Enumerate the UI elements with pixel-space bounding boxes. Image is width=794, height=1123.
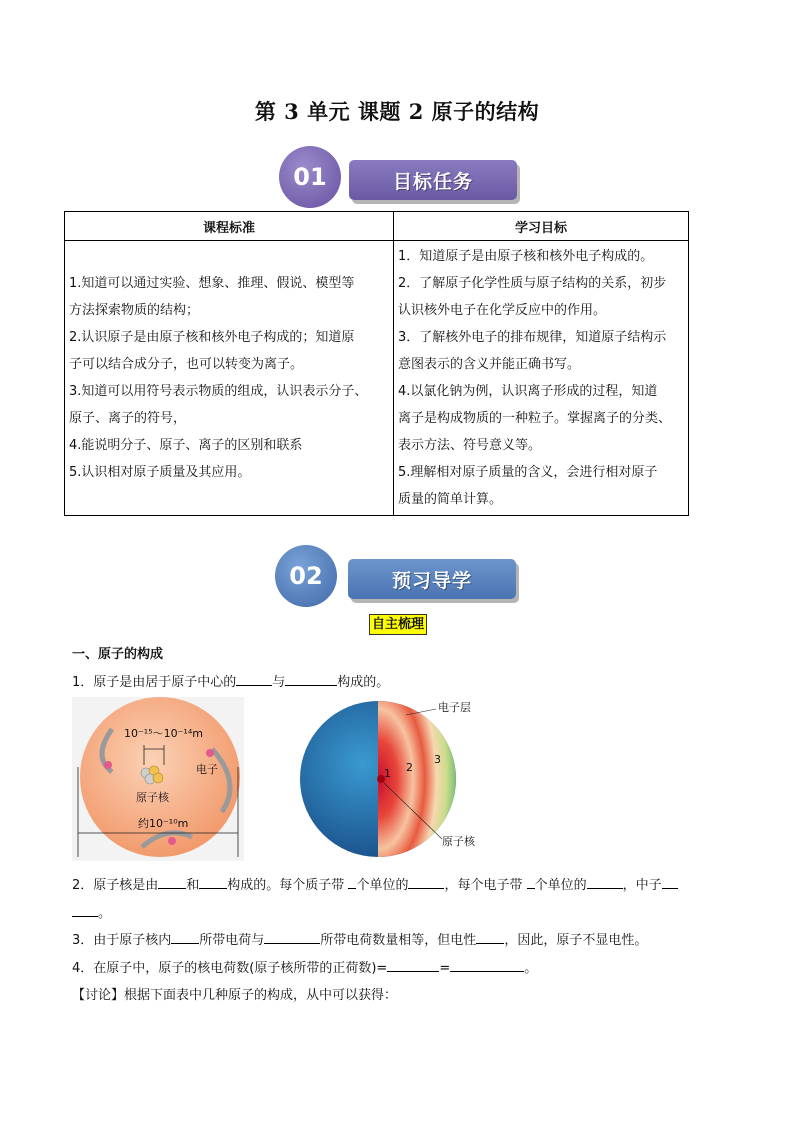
electron-layers-figure [296, 697, 486, 861]
goals-line: 1．知道原子是由原子核和核外电子构成的。 [398, 249, 654, 264]
standards-line: 1.知道可以通过实验、想象、推理、假说、模型等 [69, 276, 355, 291]
discussion-prompt: 【讨论】根据下面表中几种原子的构成，从中可以获得： [72, 988, 398, 1003]
answer-blank[interactable] [236, 673, 272, 686]
goals-line: 4.以氯化钠为例，认识离子形成的过程，知道 [398, 384, 658, 399]
section-banner-preview [275, 551, 525, 617]
standards-line: 4.能说明分子、原子、离子的区别和联系 [69, 438, 303, 453]
standards-cell [65, 241, 394, 516]
svg-text:3: 3 [434, 753, 441, 766]
nucleus-size-label: 10⁻¹⁵～10⁻¹⁴m [124, 727, 203, 740]
section-title-bar [348, 559, 516, 599]
answer-blank[interactable] [527, 876, 535, 889]
section-number-badge [275, 545, 337, 607]
answer-blank[interactable] [387, 959, 439, 972]
electron-dot [206, 749, 214, 757]
answer-blank[interactable] [72, 904, 98, 917]
goals-line: 认识核外电子在化学反应中的作用。 [398, 303, 607, 318]
electron-dot [168, 837, 176, 845]
section-number-badge [279, 146, 341, 208]
section-title: 目标任务 [392, 170, 473, 193]
section-title: 预习导学 [391, 569, 472, 592]
goals-line: 5.理解相对原子质量的含义，会进行相对原子 [398, 465, 658, 480]
standards-line: 子可以结合成分子，也可以转变为离子。 [69, 357, 304, 372]
question-2-continued: 。 [72, 902, 111, 921]
standards-line: 5.认识相对原子质量及其应用。 [69, 465, 251, 480]
table-header-standards: 课程标准 [65, 212, 394, 241]
standards-line: 2.认识原子是由原子核和核外电子构成的；知道原 [69, 330, 355, 345]
section-banner-goals [279, 152, 529, 218]
goals-cell [394, 241, 689, 516]
goals-line: 质量的简单计算。 [398, 492, 503, 507]
atom-diameter-label: 约10⁻¹⁰m [138, 817, 189, 830]
section-title-bar [349, 160, 517, 200]
electron-dot [104, 761, 112, 769]
question-1: 1．原子是由居于原子中心的 与 构成的。 [72, 675, 390, 690]
page-title: 第 3 单元 课题 2 原子的结构 [254, 99, 540, 124]
answer-blank[interactable] [450, 959, 524, 972]
self-study-tag: 自主梳理 [369, 614, 427, 635]
goals-line: 意图表示的含义并能正确书写。 [398, 357, 581, 372]
standards-table [64, 211, 689, 516]
answer-blank[interactable] [171, 931, 199, 944]
svg-text:1: 1 [384, 767, 391, 780]
section-number: 02 [289, 562, 323, 590]
answer-blank[interactable] [476, 931, 504, 944]
standards-line: 方法探索物质的结构； [69, 303, 200, 318]
goals-line: 离子是构成物质的一种粒子。掌握离子的分类、 [398, 411, 672, 426]
section-number: 01 [293, 163, 327, 191]
answer-blank[interactable] [285, 673, 337, 686]
table-row [65, 241, 689, 516]
nucleus-label: 原子核 [136, 791, 169, 804]
answer-blank[interactable] [158, 876, 186, 889]
answer-blank[interactable] [662, 876, 678, 889]
standards-line: 原子、离子的符号， [69, 411, 187, 426]
goals-line: 表示方法、符号意义等。 [398, 438, 542, 453]
table-header-row [65, 212, 689, 241]
question-3: 3．由于原子核内 所带电荷与 所带电荷数量相等，但电性 ，因此，原子不显电性。 [72, 933, 648, 948]
goals-line: 2．了解原子化学性质与原子结构的关系，初步 [398, 276, 667, 291]
sub-heading-atom-composition: 一、原子的构成 [72, 647, 164, 662]
answer-blank[interactable] [587, 876, 623, 889]
svg-text:2: 2 [406, 761, 413, 774]
atom-model-figure [72, 697, 244, 861]
question-4: 4．在原子中，原子的核电荷数(原子核所带的正荷数)= = 。 [72, 961, 538, 976]
answer-blank[interactable] [199, 876, 227, 889]
shell-label: 电子层 [438, 701, 471, 714]
goals-line: 3．了解核外电子的排布规律，知道原子结构示 [398, 330, 667, 345]
question-2: 2．原子核是由 和 构成的。每个质子带 个单位的 ，每个电子带 个单位的 ，中子 [72, 874, 678, 893]
electron-label: 电子 [196, 763, 218, 776]
answer-blank[interactable] [408, 876, 444, 889]
answer-blank[interactable] [264, 931, 320, 944]
table-header-goals: 学习目标 [394, 212, 689, 241]
nucleus-label: 原子核 [442, 835, 475, 848]
standards-line: 3.知道可以用符号表示物质的组成，认识表示分子、 [69, 384, 368, 399]
